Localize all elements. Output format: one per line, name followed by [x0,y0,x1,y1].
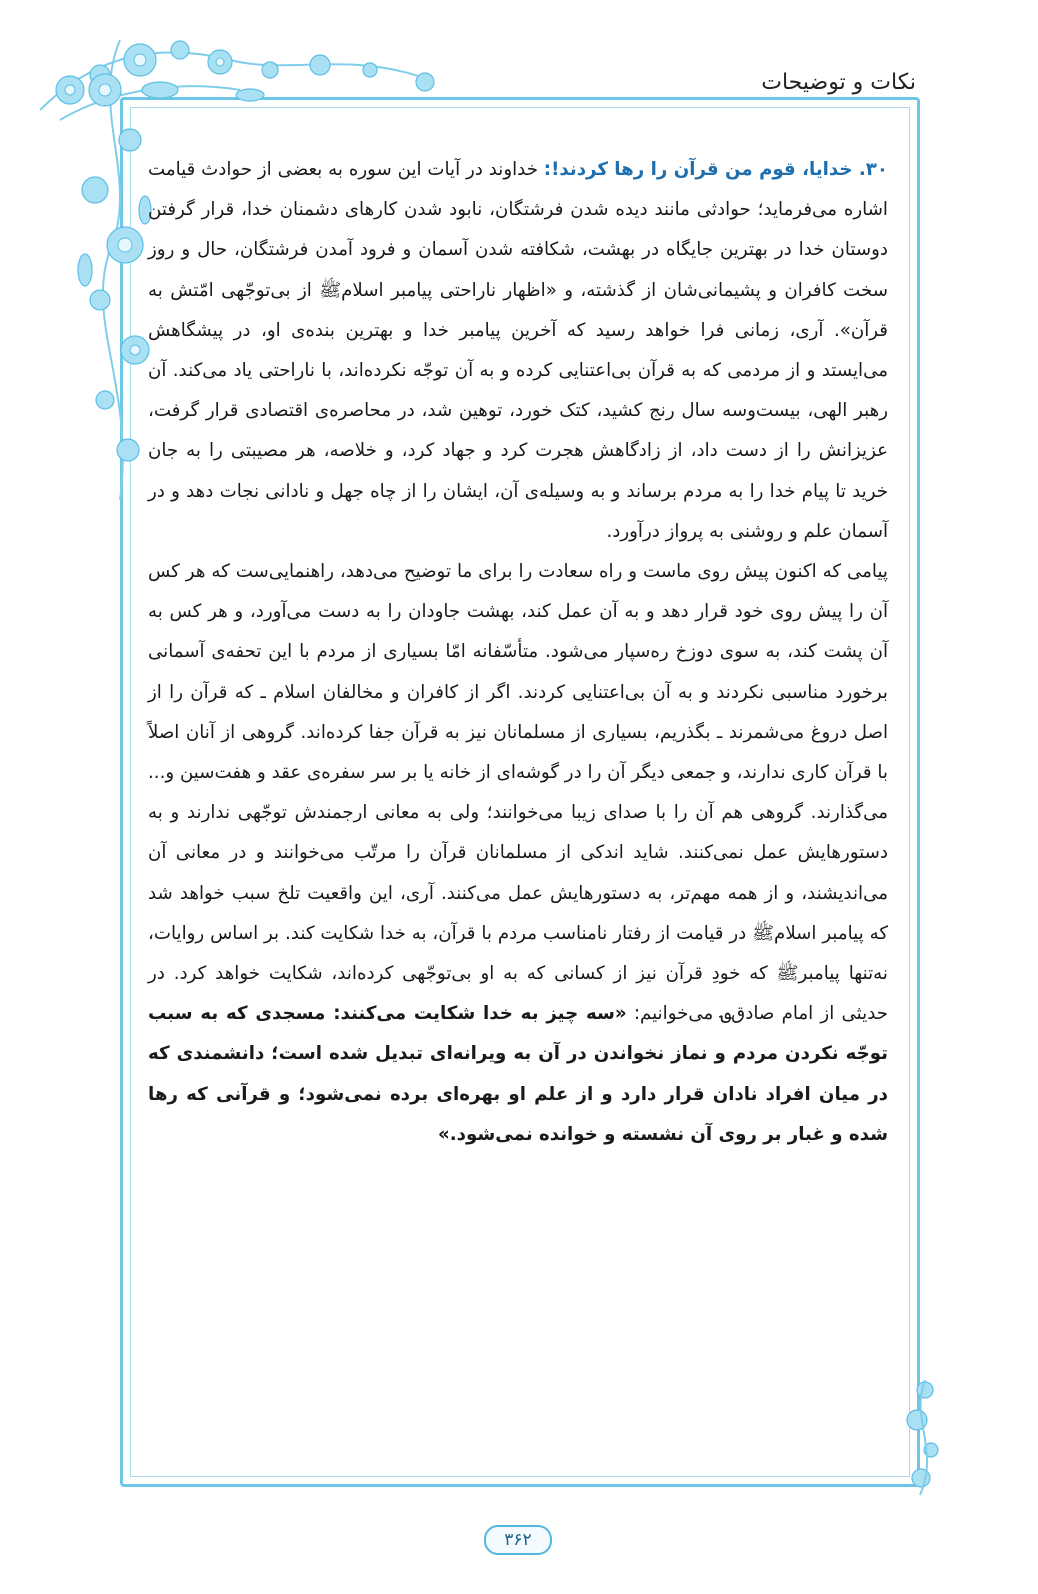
paragraph-2 [148,552,888,1155]
main-content [148,150,888,1155]
hadith-quote: «سه چیز به خدا شکایت می‌کنند: مسجدی که به سبب توجّه نکردن مردم و نماز نخواندن در آن به ویرانه‌ای تبدیل شده است؛ دانشمندی که در میان افراد نادان قرار دارد و از علم او بهره‌ای برده نمی‌شود؛ و قرآنی که رها شده و غبار بر روی آن نشسته و خوانده نمی‌شود.» [148,1003,888,1145]
paragraph-heading: ۳۰. خدایا، قوم من قرآن را رها کردند!: [543,159,888,180]
section-title: نکات و توضیحات [761,70,916,95]
paragraph-1-text: خداوند در آیات این سوره به بعضی از حوادث قیامت اشاره می‌فرماید؛ حوادثی مانند دیده شدن فرشتگان، نابود شدن کارهای دشمنان خدا، قرار گرفتن دوستان خدا در بهترین جایگاه در بهشت، شکافته شدن آسمان و فرود آمدن فرشتگان، حال و روز سخت کافران و پشیمانی‌شان از گذشته، و «اظهار ناراحتی پیامبر اسلامﷺ از بی‌توجّهی امّتش به قرآن». آری، زمانی فرا خواهد رسید که آخرین پیامبر خدا و بهترین بنده‌ی او، در پیشگاهش می‌ایستد و از مردمی که به قرآن بی‌اعتنایی کرده و به آن توجّه نکرده‌اند، با ناراحتی یاد می‌کند. آن رهبر الهی، بیست‌وسه سال رنج کشید، کتک خورد، توهین شد، در محاصره‌ی اقتصادی قرار گرفت، عزیزانش را از دست داد، از زادگاهش هجرت کرد و جهاد کرد، و خلاصه، هر مصیبتی را به جان خرید تا پیام خدا را به مردم برساند و به وسیله‌ی آن، ایشان را از چاه جهل و نادانی نجات دهد و در آسمان علم و روشنی به پرواز درآورد. [148,159,888,542]
paragraph-1 [148,150,888,552]
floral-ornament-corner-icon [895,1370,955,1500]
paragraph-2-text: پیامی که اکنون پیش روی ماست و راه سعادت را برای ما توضیح می‌دهد، راهنمایی‌ست که هر کس آن را پیش روی خود قرار دهد و به آن عمل کند، بهشت جاودان را به دست می‌آورد، و هر کس به آن پشت کند، به سوی دوزخ ره‌سپار می‌شود. متأسّفانه امّا بسیاری از مردم با این تحفه‌ی آسمانی برخورد مناسبی نکردند و به آن بی‌اعتنایی کردند. اگر از کافران و مخالفان اسلام ـ که قرآن را از اصل دروغ می‌شمرند ـ بگذریم، بسیاری از مسلمانان نیز به قرآن جفا کرده‌اند. گروهی از آنان اصلاً با قرآن کاری ندارند، و جمعی دیگر آن را در گوشه‌ای از خانه یا بر سر سفره‌ی عقد و هفت‌سین و... می‌گذارند. گروهی هم آن را با صدای زیبا می‌خوانند؛ ولی به معانی ارجمندش توجّهی ندارند و به دستورهایش عمل نمی‌کنند. شاید اندکی از مسلمانان قرآن را مرتّب می‌خوانند و در معانی آن می‌اندیشند، و از همه مهم‌تر، به دستورهایش عمل می‌کنند. آری، این واقعیت تلخ سبب خواهد شد که پیامبر اسلامﷺ در قیامت از رفتار نامناسب مردم با قرآن، به خدا شکایت کند. بر اساس روایات، نه‌تنها پیامبرﷺ که خودِ قرآن نیز از کسانی که به او بی‌توجّهی کرده‌اند، شکایت خواهد کرد. در حدیثی از امام صادق‌؈ می‌خوانیم: [148,561,888,1025]
page-number: ۳۶۲ [484,1525,552,1555]
